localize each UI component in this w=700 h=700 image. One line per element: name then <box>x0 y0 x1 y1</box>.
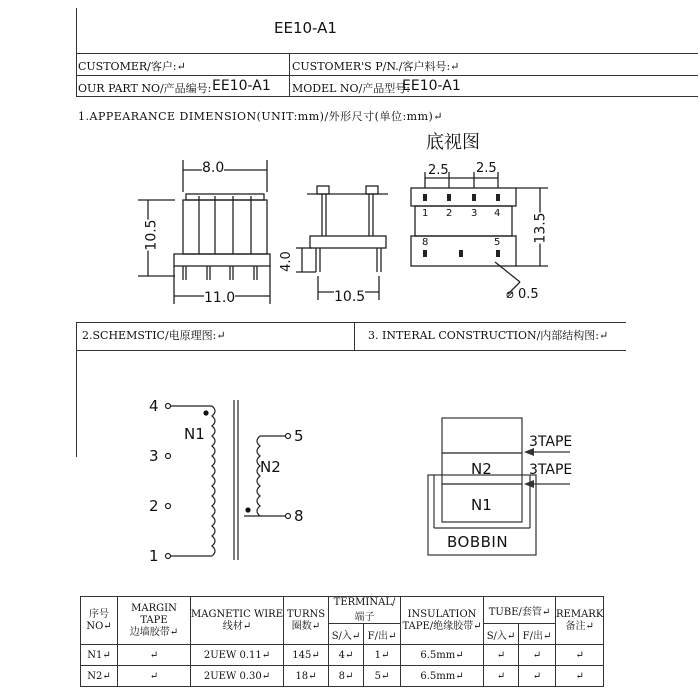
table-row <box>81 666 604 687</box>
col-margin-cn: 边墙胶带↵ <box>129 626 179 638</box>
bv-pin-1: 1 <box>422 208 429 219</box>
winding-n2-label: N2 <box>260 458 281 476</box>
our-part-label: OUR PART NO/产品编号: <box>78 82 212 95</box>
cell-remark: ↵ <box>556 666 604 687</box>
schematic-pin-4: 4 <box>149 397 159 415</box>
construction-heading: 3. INTERAL CONSTRUCTION/内部结构图:↵ <box>368 329 609 342</box>
pin-diameter-value: 0.5 <box>517 287 539 302</box>
cell-remark: ↵ <box>556 645 604 666</box>
cell-finish: 1↵ <box>364 645 401 666</box>
col-margin-en: MARGIN TAPE <box>131 602 177 626</box>
cell-turns: 18↵ <box>284 666 329 687</box>
document-title: EE10-A1 <box>274 19 337 37</box>
cell-tube-start: ↵ <box>484 645 519 666</box>
tape-label-2: 3TAPE <box>529 462 573 478</box>
schematic-pin-5: 5 <box>294 427 304 445</box>
schematic-pin-1: 1 <box>149 547 159 565</box>
col-tube-in: S/入↵ <box>484 624 519 645</box>
col-terminal: TERMINAL/端子 <box>329 597 401 624</box>
tape-label-1: 3TAPE <box>529 434 573 450</box>
bottom-view-label: 底视图 <box>426 132 480 153</box>
schematic-pin-3: 3 <box>149 447 159 465</box>
table-row <box>81 645 604 666</box>
col-margin <box>118 597 191 645</box>
our-part-value: EE10-A1 <box>212 78 271 94</box>
bv-pin-4: 4 <box>494 208 501 219</box>
appearance-drawing <box>0 0 700 320</box>
schematic-drawing <box>120 390 320 570</box>
cell-finish: 5↵ <box>364 666 401 687</box>
bottom-view <box>411 172 548 294</box>
dim-pitch-left: 2.5 <box>428 163 449 178</box>
schematic-pin-8: 8 <box>294 507 304 525</box>
col-terminal-in: S/入↵ <box>329 624 364 645</box>
cell-wire: 2UEW 0.30↵ <box>191 666 284 687</box>
cell-tube-start: ↵ <box>484 666 519 687</box>
customer-label: CUSTOMER/客户:↵ <box>78 60 186 73</box>
col-no <box>81 597 118 645</box>
col-remark-cn: 备注↵ <box>565 620 594 632</box>
appearance-heading: 1.APPEARANCE DIMENSION(UNIT:mm)/外形尺寸(单位:mm)↵ <box>78 110 444 123</box>
cell-tube-finish: ↵ <box>519 666 556 687</box>
schematic-pin-2: 2 <box>149 497 159 515</box>
col-wire-en: MAGNETIC WIRE <box>191 608 284 620</box>
col-remark-en: REMARK <box>556 608 604 620</box>
winding-spec-table <box>80 596 604 687</box>
cell-wire: 2UEW 0.11↵ <box>191 645 284 666</box>
col-insulation <box>401 597 484 645</box>
cell-margin: ↵ <box>118 645 191 666</box>
dim-row: 13.5 <box>532 212 549 244</box>
bv-pin-5: 5 <box>494 237 501 248</box>
cell-insulation: 6.5mm↵ <box>401 645 484 666</box>
col-turns <box>284 597 329 645</box>
dim-width: 8.0 <box>202 160 225 176</box>
cell-tube-finish: ↵ <box>519 645 556 666</box>
dim-side: 10.5 <box>334 289 366 305</box>
col-turns-en: TURNS <box>286 608 326 620</box>
model-label: MODEL NO/产品型号: <box>292 82 410 95</box>
winding-n1-label: N1 <box>184 425 205 443</box>
col-tube-out: F/出↵ <box>519 624 556 645</box>
side-view <box>296 186 388 300</box>
cell-no: N1↵ <box>81 645 118 666</box>
customer-pn-label: CUSTOMER'S P/N./客户料号:↵ <box>292 60 460 73</box>
dim-pin-length: 4.0 <box>278 251 294 272</box>
cell-no: N2↵ <box>81 666 118 687</box>
dim-pitch-right: 2.5 <box>476 161 497 176</box>
cell-start: 4↵ <box>329 645 364 666</box>
bv-pin-3: 3 <box>471 208 478 219</box>
col-remark <box>556 597 604 645</box>
cell-margin: ↵ <box>118 666 191 687</box>
col-insulation-en: INSULATION <box>407 608 477 620</box>
schematic-heading: 2.SCHEMSTIC/电原理图:↵ <box>82 329 226 342</box>
col-tube: TUBE/套管↵ <box>484 597 556 624</box>
cell-turns: 145↵ <box>284 645 329 666</box>
dim-base: 11.0 <box>204 290 236 306</box>
col-no-cn: 序号 <box>89 608 109 620</box>
bobbin-label: BOBBIN <box>447 533 509 551</box>
bv-pin-2: 2 <box>446 208 453 219</box>
cell-start: 8↵ <box>329 666 364 687</box>
col-wire <box>191 597 284 645</box>
cell-insulation: 6.5mm↵ <box>401 666 484 687</box>
bv-pin-8: 8 <box>422 237 429 248</box>
layer-n2-label: N2 <box>471 460 492 478</box>
model-value: EE10-A1 <box>402 78 461 94</box>
dim-height: 10.5 <box>143 219 160 251</box>
col-turns-cn: 圈数↵ <box>291 620 321 632</box>
col-insulation-cn: TAPE/绝缘胶带↵ <box>402 620 482 632</box>
layer-n1-label: N1 <box>471 496 492 514</box>
col-wire-cn: 线材↵ <box>222 620 252 632</box>
col-no-en: NO↵ <box>86 620 112 632</box>
dim-pin-diameter: ⌀ 0.5 <box>506 287 539 302</box>
col-terminal-out: F/出↵ <box>364 624 401 645</box>
